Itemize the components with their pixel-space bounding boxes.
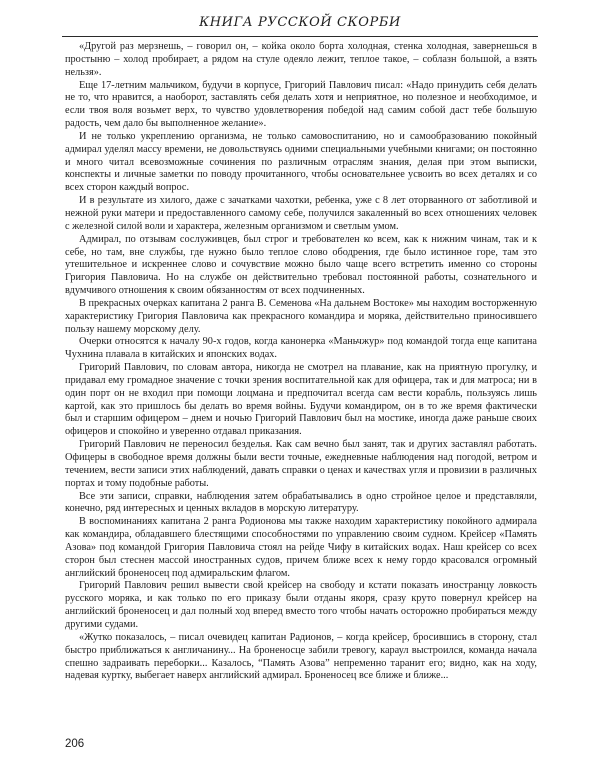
- paragraph: Григорий Павлович, по словам автора, никогда не смотрел на плавание, как на приятную прогулку, и придавал ему громадное значение с точки зрения воспитательной как для офицера, так и для матроса; ни в один порт он не входил при помощи лоцмана и предпочитал всегда сам вести корабль, пользуясь лишь картой, как это пришлось бы делать во время войны. Будучи командиром, он в то же время фактически был и старшим офицером – днем и ночью Григорий Павлович был на мостике, иногда даже раньше своих офицеров и спокойно и уверенно отдавал приказания.: [65, 362, 537, 438]
- running-title: КНИГА РУССКОЙ СКОРБИ: [199, 15, 401, 30]
- paragraph: И не только укреплению организма, не только самовоспитанию, но и самообразованию покойный адмирал уделял массу времени, не довольствуясь одними специальными учебными книгами; он постоянно и много читал всевозможные сочинения по различным отраслям знания, делая при этом выписки, конспекты и личные заметки по поводу прочитанного, чтобы основательнее усвоить во всех деталях и со всех сторон каждый вопрос.: [65, 130, 537, 194]
- paragraph: В воспоминаниях капитана 2 ранга Родионова мы также находим характеристику покойного адмирала как командира, обладавшего блестящими способностями по управлению своим судном. Крейсер «Память Азова» под командой Григория Павловича стоял на рейде Чифу в китайских водах. Наш крейсер со всех сторон был стеснен массой иностранных судов, причем ближе всех к нему гордо красовался огромный английский броненосец под адмиральским флагом.: [65, 516, 537, 579]
- paragraph: Все эти записи, справки, наблюдения затем обрабатывались в одно стройное целое и представляли, конечно, ряд интересных и ценных вкладов в морскую литературу.: [65, 490, 537, 515]
- paragraph: Еще 17-летним мальчиком, будучи в корпусе, Григорий Павлович писал: «Надо принудить себя делать не то, что нравится, а наоборот, заставлять себя делать хотя и неприятное, но полезное и необходимое, и если твоя воля возьмет верх, то чувство удовлетворения победой над самим собой даст тебе большую радость, чем дало бы выполненное желание».: [65, 79, 537, 130]
- paragraph: Григорий Павлович не переносил безделья. Как сам вечно был занят, так и других заставлял работать. Офицеры в свободное время должны были вести точные, ежедневные наблюдения над погодой, ветром и течением, вести записи этих наблюдений, давать справки о ценах и качествах угля и провизии в различных портах и тому подобные работы.: [65, 439, 537, 489]
- paragraph: «Жутко показалось, – писал очевидец капитан Радионов, – когда крейсер, бросившись в сторону, стал быстро приближаться к англичанину... На броненосце забили тревогу, караул выстроился, команда начала спешно задраивать переборки... Казалось, “Память Азова” непременно таранит его; видно, как на ходу, надевая куртку, выбегает наверх английский адмирал. Броненосец все ближе и ближе...: [65, 631, 537, 682]
- paragraph: Адмирал, по отзывам сослуживцев, был строг и требователен ко всем, как к нижним чинам, так и к себе, но там, вне службы, где нужно было теплое слово ободрения, где было истинное горе, там это утешительное и искреннее слово и сочувствие можно было чаще всего встретить именно со стороны Григория Павловича. Но на службе он действительно требовал постоянной работы, сознательного и вдумчивого отношения к своим обязанностям от всех подчиненных.: [65, 233, 537, 297]
- page-number: 206: [65, 738, 85, 750]
- paragraph: Григорий Павлович решил вывести свой крейсер на свободу и кстати показать иностранцу ловкость русского моряка, и как только по его приказу были отданы якоря, сразу круто повернул крейсер на английский броненосец и дал полный ход вперед вместо того чтобы начать осторожно пробираться между другими судами.: [65, 580, 537, 630]
- paragraph: «Другой раз мерзнешь, – говорил он, – койка около борта холодная, стенка холодная, завернешься в простыню – холод пробирает, а рядом на стуле одеяло лежит, теплое такое, – соблазн большой, а взять нельзя».: [65, 41, 537, 78]
- paragraph: Очерки относятся к началу 90-х годов, когда канонерка «Маньчжур» под командой тогда еще капитана Чухнина плавала в китайских и японских водах.: [65, 336, 537, 361]
- paragraph: В прекрасных очерках капитана 2 ранга В. Семенова «На дальнем Востоке» мы находим восторженную характеристику Григория Павловича как прекрасного командира и моряка, действительно приносившего пользу нашему морскому делу.: [65, 297, 537, 335]
- body-text: [65, 41, 537, 683]
- running-header: [62, 10, 538, 37]
- paragraph: И в результате из хилого, даже с зачатками чахотки, ребенка, уже с 8 лет оторванного от заботливой и нежной руки матери и предоставленного самому себе, получился закаленный во всех отношениях человек с железной силой воли и характера, железным организмом и светлым умом.: [65, 195, 537, 232]
